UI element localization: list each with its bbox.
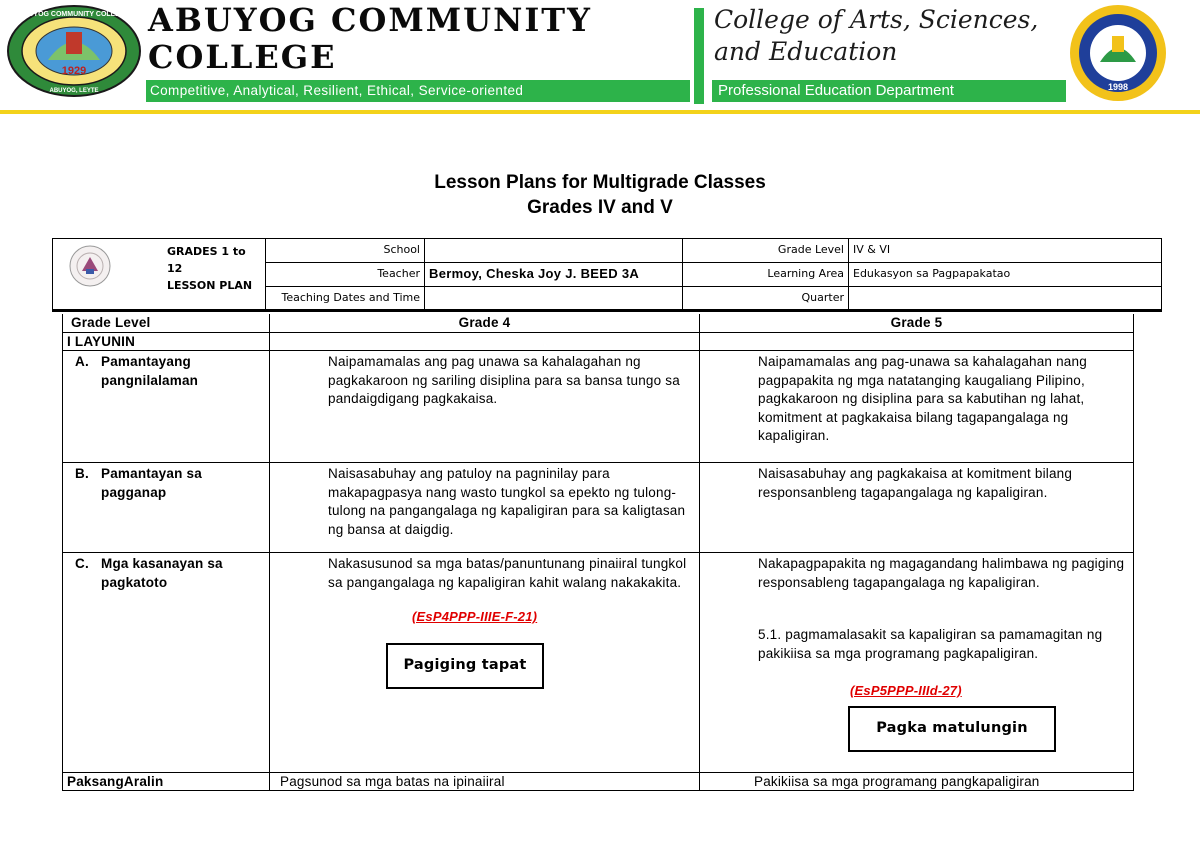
- teaching-dates-value: [425, 287, 683, 310]
- section-empty-cell: [270, 333, 700, 350]
- row-letter: B.: [75, 466, 89, 481]
- grade5-text: Naisasabuhay ang pagkakaisa at komitment bilang responsanbleng tagapangalaga ng kapaligiran.: [758, 466, 1073, 500]
- grade5-competency-code: (EsP5PPP-IIId-27): [850, 683, 962, 698]
- grade5-cell: [700, 463, 1134, 552]
- grade5-value-box: Pagka matulungin: [848, 706, 1056, 752]
- row-label: [75, 465, 265, 502]
- learning-area-label: Learning Area: [683, 263, 849, 287]
- row-label-cell: [62, 553, 270, 772]
- teacher-label: Teacher: [265, 263, 425, 287]
- header-divider: [694, 8, 704, 104]
- department-seal-logo: [1068, 4, 1168, 102]
- paksa-grade4: Pagsunod sa mga batas na ipinaiiral: [270, 773, 700, 790]
- grade5-text: Naipamamalas ang pag-unawa sa kahalagahan nang pagpapakita ng mga natatanging kaugaliang Pilipino, pagkakaroon ng disiplina para sa kabutihan ng lahat, komitment at pagkakaisa bilang tagapangalaga ng kapaligiran.: [758, 354, 1087, 443]
- college-seal-logo: [6, 4, 142, 98]
- grades-label-line3: LESSON PLAN: [167, 279, 253, 292]
- header-gold-rule: [0, 110, 1200, 114]
- section-layunin: I LAYUNIN: [62, 333, 270, 350]
- quarter-value: [849, 287, 1161, 310]
- grade5-text: Nakapagpapakita ng magagandang halimbawa ng pagiging responsableng tagapangalaga ng kapaligiran.: [758, 556, 1125, 590]
- paksa-aralin-label: PaksangAralin: [62, 773, 270, 790]
- lesson-plan-info-table: [52, 238, 1162, 312]
- college-unit-line2: and Education: [714, 37, 898, 66]
- row-label-cell: [62, 351, 270, 462]
- letterhead: [0, 0, 1200, 118]
- department-name: Professional Education Department: [712, 80, 1066, 102]
- row-label-cell: [62, 463, 270, 552]
- paksa-grade5: Pakikiisa sa mga programang pangkapaligiran: [700, 773, 1134, 790]
- grade5-cell: [700, 553, 1134, 772]
- grade4-cell: [270, 463, 700, 552]
- header-grade-level: Grade Level: [62, 314, 270, 332]
- row-label-text: Mga kasanayan sa pagkatoto: [101, 556, 223, 590]
- quarter-label: Quarter: [683, 287, 849, 310]
- seal-top-text: ABUYOG COMMUNITY COLLEGE: [18, 11, 130, 18]
- row-letter: A.: [75, 354, 89, 369]
- college-unit-line1: College of Arts, Sciences,: [714, 5, 1039, 34]
- seal-bottom-text: ABUYOG, LEYTE: [49, 88, 99, 94]
- row-label: [75, 353, 265, 390]
- grade4-cell: [270, 351, 700, 462]
- grade4-cell: [270, 553, 700, 772]
- grade4-text: Nakasusunod sa mga batas/panuntunang pinaiiral tungkol sa pangangalaga ng kapaligiran kahit walang nakakakita.: [328, 556, 687, 590]
- document-title: Lesson Plans for Multigrade Classes: [434, 172, 766, 193]
- table-row: [62, 351, 1134, 463]
- grade4-text: Naipamamalas ang pag unawa sa kahalagahan ng pagkakaroon ng sariling disiplina para sa bansa tungo sa pandaigdigang pagkakaisa.: [328, 354, 680, 406]
- grade4-competency-code: (EsP4PPP-IIIE-F-21): [412, 609, 538, 624]
- college-name-line1: ABUYOG COMMUNITY: [148, 1, 592, 39]
- grade-level-label: Grade Level: [683, 239, 849, 263]
- grades-label-line1: GRADES 1 to: [167, 245, 246, 258]
- header-grade-4: Grade 4: [270, 314, 700, 332]
- school-value: [425, 239, 683, 263]
- teaching-dates-label: Teaching Dates and Time: [265, 287, 425, 310]
- row-label-text: Pamantayan sa pagganap: [101, 466, 202, 500]
- college-name-line2: COLLEGE: [148, 38, 337, 76]
- grade-level-value: IV & VI: [849, 239, 1161, 263]
- seal-year: 1998: [1107, 82, 1129, 92]
- grade4-text: Naisasabuhay ang patuloy na pagninilay para makapagpasya nang wasto tungkol sa epekto ng tulong-tulong na pangangalaga ng kapaligiran para sa kaligtasan ng bansa at daigdig.: [328, 466, 686, 537]
- deped-seal-icon: [69, 245, 111, 287]
- school-label: School: [265, 239, 425, 263]
- learning-area-value: Edukasyon sa Pagpapakatao: [849, 263, 1161, 287]
- table-header-row: [62, 314, 1134, 333]
- college-name: [148, 2, 592, 76]
- row-label-text: Pamantayang pangnilalaman: [101, 354, 199, 388]
- grades-label-line2: 12: [167, 262, 183, 275]
- grade5-cell: [700, 351, 1134, 462]
- table-row: [62, 553, 1134, 773]
- table-row: [62, 463, 1134, 553]
- section-row: [62, 333, 1134, 351]
- paksa-aralin-row: [62, 773, 1134, 791]
- deped-logo-cell: [53, 239, 266, 310]
- college-motto: Competitive, Analytical, Resilient, Ethical, Service-oriented: [146, 80, 690, 102]
- teacher-value: Bermoy, Cheska Joy J. BEED 3A: [425, 263, 683, 287]
- grade4-value-box: Pagiging tapat: [386, 643, 544, 689]
- row-letter: C.: [75, 556, 89, 571]
- grade5-subtext: 5.1. pagmamalasakit sa kapaligiran sa pamamagitan ng pakikiisa sa mga programang pagkapaligiran.: [758, 627, 1103, 661]
- seal-year: 1929: [61, 65, 87, 77]
- college-unit-name: [714, 4, 1038, 68]
- header-grade-5: Grade 5: [700, 314, 1134, 332]
- document-subtitle: Grades IV and V: [527, 197, 673, 218]
- section-empty-cell: [700, 333, 1134, 350]
- grades-lesson-plan-label: [167, 243, 257, 294]
- row-label: [75, 555, 265, 592]
